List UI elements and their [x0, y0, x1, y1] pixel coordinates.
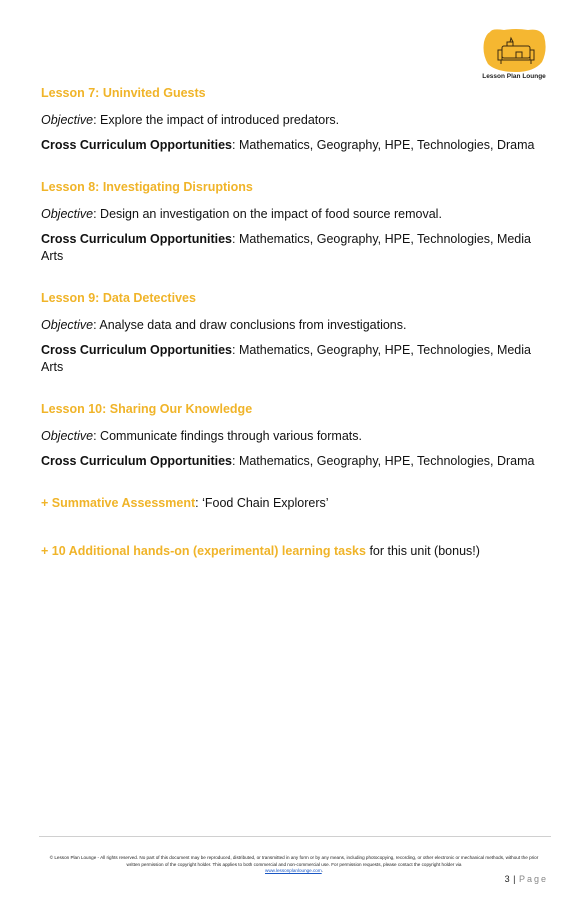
page-word: Page: [518, 874, 548, 884]
link-suffix: .: [321, 868, 323, 873]
brand-name: Lesson Plan Lounge: [482, 73, 546, 80]
copyright-notice: [44, 855, 544, 875]
summative-assessment: [41, 496, 536, 510]
lesson-objective: [41, 428, 536, 445]
copyright-text: © Lesson Plan Lounge - All rights reserved. No part of this document may be reproduced, distributed, or transmitted in any form or by any means, including photocopying, recording, or other electronic or mechanical methods, without the prior written permission of the copyright holder. This applies to both commercial and non-commercial use. For permission requests, please contact the copyright holder via: [49, 855, 539, 867]
lesson-title: Lesson 9: Data Detectives: [41, 291, 196, 305]
lesson-title: Lesson 10: Sharing Our Knowledge: [41, 402, 253, 416]
lesson-title: Lesson 7: Uninvited Guests: [41, 86, 206, 100]
lesson-7: [41, 86, 536, 154]
sofa-icon: [482, 28, 548, 74]
bonus-tasks-label: + 10 Additional hands-on (experimental) learning tasks: [41, 544, 366, 558]
cross-curriculum-text: : Mathematics, Geography, HPE, Technologies, Drama: [232, 138, 535, 152]
page-separator: |: [510, 874, 519, 884]
objective-text: : Analyse data and draw conclusions from investigations.: [93, 318, 407, 332]
lesson-cross-curriculum: [41, 231, 536, 265]
lesson-9: [41, 291, 536, 376]
cross-curriculum-label: Cross Curriculum Opportunities: [41, 232, 232, 246]
lesson-title: Lesson 8: Investigating Disruptions: [41, 180, 253, 194]
lesson-objective: [41, 206, 536, 223]
page-number-value: 3: [504, 874, 511, 884]
cross-curriculum-text: : Mathematics, Geography, HPE, Technologies, Drama: [232, 454, 535, 468]
lesson-8: [41, 180, 536, 265]
cross-curriculum-label: Cross Curriculum Opportunities: [41, 138, 232, 152]
lesson-objective: [41, 317, 536, 334]
objective-label: Objective: [41, 113, 94, 127]
lesson-cross-curriculum: [41, 453, 536, 470]
bonus-learning-tasks: [41, 544, 536, 558]
bonus-tasks-text: for this unit (bonus!): [365, 544, 480, 558]
objective-text: : Design an investigation on the impact of food source removal.: [93, 207, 442, 221]
lesson-10: [41, 402, 536, 470]
page-number: [505, 874, 548, 884]
cross-curriculum-label: Cross Curriculum Opportunities: [41, 454, 232, 468]
lesson-objective: [41, 112, 536, 129]
lesson-list: [41, 86, 536, 592]
cross-curriculum-text: : Mathematics, Geography, HPE, Technologies, Media Arts: [41, 343, 531, 374]
cross-curriculum-text: : Mathematics, Geography, HPE, Technologies, Media Arts: [41, 232, 531, 263]
objective-label: Objective: [41, 318, 94, 332]
website-link[interactable]: www.lessonplanlounge.com: [265, 868, 322, 873]
objective-text: : Explore the impact of introduced predators.: [93, 113, 340, 127]
lesson-cross-curriculum: [41, 342, 536, 376]
summative-assessment-text: : ‘Food Chain Explorers’: [195, 496, 329, 510]
footer-divider: [39, 836, 551, 837]
objective-label: Objective: [41, 207, 94, 221]
lesson-cross-curriculum: [41, 137, 536, 154]
summative-assessment-label: + Summative Assessment: [41, 496, 196, 510]
objective-text: : Communicate findings through various formats.: [93, 429, 362, 443]
brand-logo: [478, 28, 550, 84]
objective-label: Objective: [41, 429, 94, 443]
cross-curriculum-label: Cross Curriculum Opportunities: [41, 343, 232, 357]
